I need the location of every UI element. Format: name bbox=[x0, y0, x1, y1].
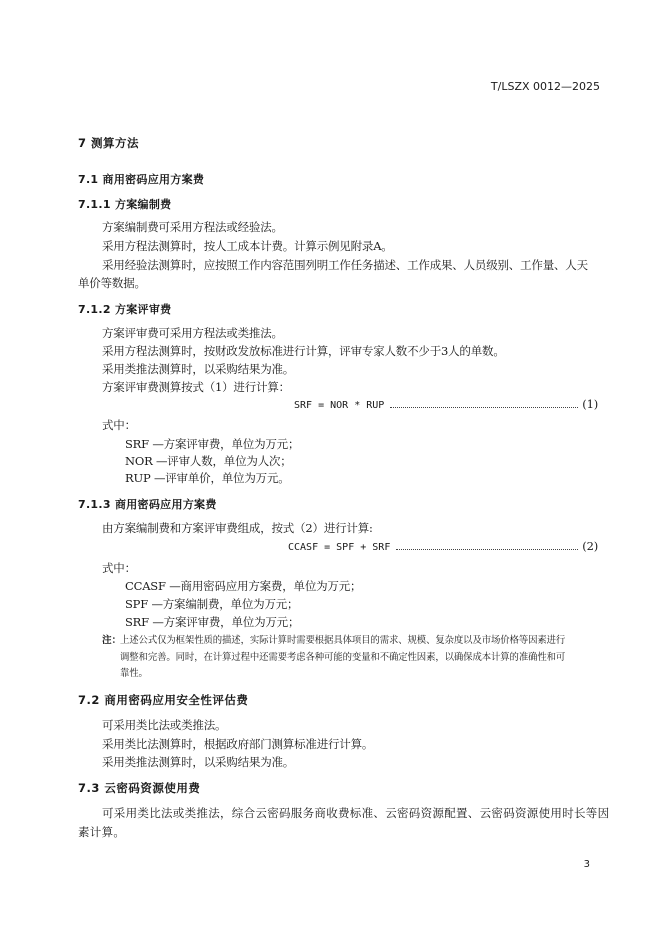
paragraph-line: 方案评审费测算按式（1）进行计算： bbox=[102, 380, 290, 394]
definition-line: RUP —评审单价，单位为万元。 bbox=[125, 471, 290, 485]
paragraph-line: 单价等数据。 bbox=[78, 276, 146, 290]
definition-line: SPF —方案编制费，单位为万元； bbox=[125, 597, 299, 611]
definition-line: SRF —方案评审费，单位为万元； bbox=[125, 437, 300, 451]
paragraph-line: 采用经验法测算时，应按照工作内容范围列明工作任务描述、工作成果、人员级别、工作量、人天 bbox=[102, 258, 588, 272]
section-7-1-3-title: 7.1.3 商用密码应用方案费 bbox=[78, 498, 217, 511]
paragraph-line: 方案评审费可采用方程法或类推法。 bbox=[102, 326, 283, 340]
note-line: 靠性。 bbox=[120, 668, 148, 679]
paragraph-line: 可采用类比法或类推法。 bbox=[102, 718, 227, 732]
paragraph-line: 采用方程法测算时，按人工成本计费。计算示例见附录A。 bbox=[102, 239, 393, 253]
note-label: 注： bbox=[102, 635, 122, 646]
formula-2-number: (2) bbox=[582, 539, 598, 553]
section-7-1-2-title: 7.1.2 方案评审费 bbox=[78, 303, 172, 316]
formula-2 bbox=[288, 539, 598, 553]
paragraph-line: 采用方程法测算时，按财政发放标准进行计算，评审专家人数不少于3人的单数。 bbox=[102, 344, 505, 358]
formula-2-expression: CCASF = SPF + SRF bbox=[288, 542, 391, 553]
formula-1 bbox=[294, 397, 598, 411]
note-line: 上述公式仅为框架性质的描述，实际计算时需要根据具体项目的需求、规模、复杂度以及市场价格等因素进行 bbox=[120, 635, 566, 646]
definition-line: CCASF —商用密码应用方案费，单位为万元； bbox=[125, 579, 362, 593]
page-number: 3 bbox=[583, 859, 590, 870]
formula-1-number: (1) bbox=[582, 397, 598, 411]
paragraph-line: 可采用类比法或类推法，综合云密码服务商收费标准、云密码资源配置、云密码资源使用时长等因 bbox=[102, 806, 610, 820]
paragraph-line: 素计算。 bbox=[78, 825, 126, 839]
paragraph-line: 方案编制费可采用方程法或经验法。 bbox=[102, 220, 283, 234]
formula-1-leader bbox=[390, 407, 578, 408]
where-label: 式中： bbox=[102, 418, 136, 432]
section-7-1-1-title: 7.1.1 方案编制费 bbox=[78, 198, 172, 211]
definition-line: SRF —方案评审费，单位为万元； bbox=[125, 615, 300, 629]
note-line: 调整和完善。同时，在计算过程中还需要考虑各种可能的变量和不确定性因素，以确保成本计算的准确性和可 bbox=[120, 652, 566, 663]
paragraph-line: 采用类推法测算时，以采购结果为准。 bbox=[102, 362, 295, 376]
section-7-title: 7 测算方法 bbox=[78, 136, 140, 150]
paragraph-line: 采用类比法测算时，根据政府部门测算标准进行计算。 bbox=[102, 737, 374, 751]
section-7-3-title: 7.3 云密码资源使用费 bbox=[78, 781, 201, 795]
paragraph-line: 由方案编制费和方案评审费组成，按式（2）进行计算: bbox=[102, 521, 373, 535]
paragraph-line: 采用类推法测算时，以采购结果为准。 bbox=[102, 755, 295, 769]
formula-2-leader bbox=[396, 549, 578, 550]
section-7-2-title: 7.2 商用密码应用安全性评估费 bbox=[78, 693, 249, 707]
where-label: 式中： bbox=[102, 561, 136, 575]
section-7-1-title: 7.1 商用密码应用方案费 bbox=[78, 173, 205, 186]
definition-line: NOR —评审人数，单位为人次； bbox=[125, 454, 292, 468]
document-id: T/LSZX 0012—2025 bbox=[490, 80, 600, 93]
formula-1-expression: SRF = NOR * RUP bbox=[294, 400, 385, 411]
